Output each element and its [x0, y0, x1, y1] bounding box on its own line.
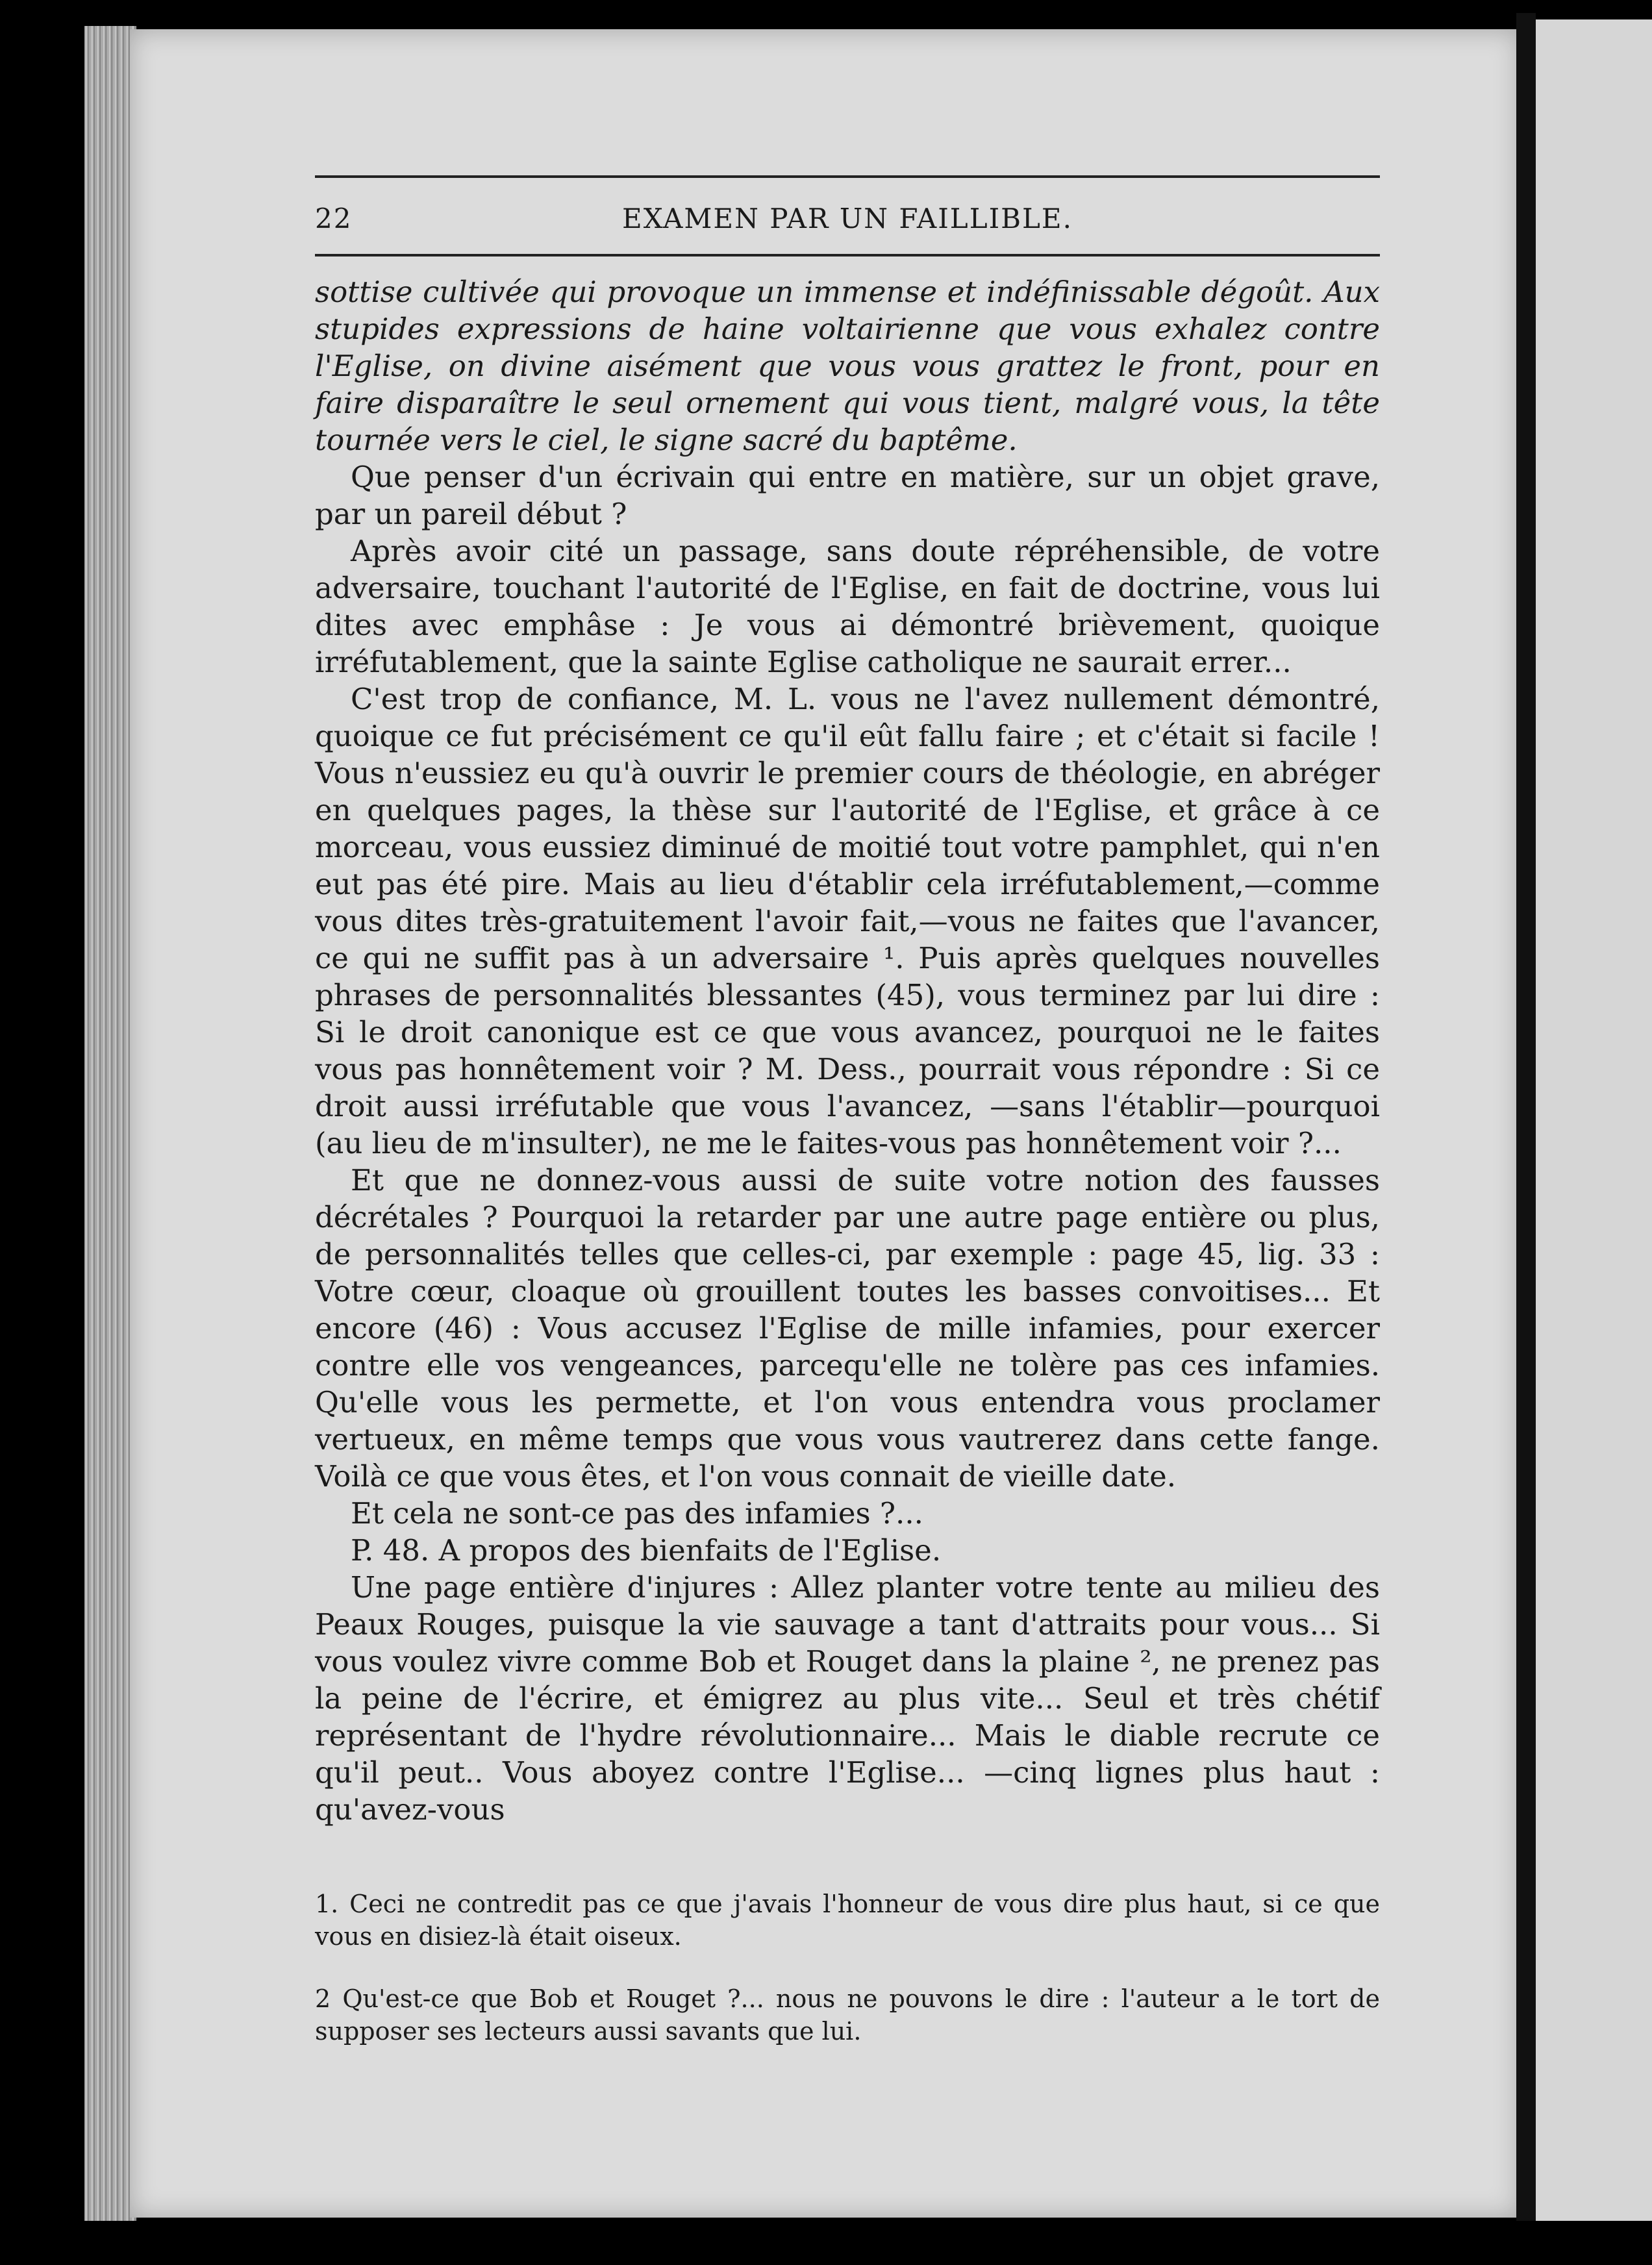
page-number: 22	[315, 203, 353, 234]
gutter-shadow	[1516, 13, 1536, 2221]
paragraph: Une page entière d'injures : Allez planter votre tente au milieu des Peaux Rouges, puisque la vie sauvage a tant d'attraits pour vous... Si vous voulez vivre comme Bob et Rouget dans la plaine ², ne prenez pas la peine de l'écrire, et émigrez au plus vite... Seul et très chétif représentant de l'hydre révolutionnaire... Mais le diable recrute ce qu'il peut.. Vous aboyez contre l'Eglise... —cinq lignes plus haut : qu'avez-vous	[315, 1570, 1380, 1827]
paragraph: sottise cultivée qui provoque un immense et indéfinissable dégoût. Aux stupides expressions de haine voltairienne que vous exhalez contre l'Eglise, on divine aisément que vous vous grattez le front, pour en faire disparaître le seul ornement qui vous tient, malgré vous, la tête tournée vers le ciel, le signe sacré du baptême.	[315, 275, 1380, 457]
book-edge	[84, 26, 136, 2221]
footnote: 1. Ceci ne contredit pas ce que j'avais l'honneur de vous dire plus haut, si ce que vous en disiez-là était oiseux.	[315, 1890, 1380, 1951]
next-page-edge	[1536, 19, 1652, 2221]
paragraph: C'est trop de confiance, M. L. vous ne l'avez nullement démontré, quoique ce fut précisément ce qu'il eût fallu faire ; et c'était si facile ! Vous n'eussiez eu qu'à ouvrir le premier cours de théologie, en abréger en quelques pages, la thèse sur l'autorité de l'Eglise, et grâce à ce morceau, vous eussiez diminué de moitié tout votre pamphlet, qui n'en eut pas été pire. Mais au lieu d'établir cela irréfutablement,—comme vous dites très-gratuitement l'avoir fait,—vous ne faites que l'avancer, ce qui ne suffit pas à un adversaire ¹. Puis après quelques nouvelles phrases de personnalités blessantes (45), vous terminez par lui dire : Si le droit canonique est ce que vous avancez, pourquoi ne le faites vous pas honnêtement voir ? M. Dess., pourrait vous répondre : Si ce droit aussi irréfutable que vous l'avancez, —sans l'établir—pourquoi (au lieu de m'insulter), ne me le faites-vous pas honnêtement voir ?...	[315, 682, 1380, 1160]
paragraph: Après avoir cité un passage, sans doute répréhensible, de votre adversaire, touchant l'autorité de l'Eglise, en fait de doctrine, vous lui dites avec emphâse : Je vous ai démontré brièvement, quoique irréfutablement, que la sainte Eglise catholique ne saurait errer...	[315, 534, 1380, 679]
header-rule-bottom	[315, 254, 1380, 257]
paragraph: P. 48. A propos des bienfaits de l'Eglise.	[351, 1533, 942, 1568]
footnote: 2 Qu'est-ce que Bob et Rouget ?... nous ne pouvons le dire : l'auteur a le tort de supposer ses lecteurs aussi savants que lui.	[315, 1984, 1380, 2046]
footnotes	[315, 1888, 1380, 2047]
paragraph: Que penser d'un écrivain qui entre en matière, sur un objet grave, par un pareil début ?	[315, 460, 1380, 531]
page-content	[315, 175, 1380, 2077]
paragraph: Et que ne donnez-vous aussi de suite votre notion des fausses décrétales ? Pourquoi la retarder par une autre page entière ou plus, de personnalités telles que celles-ci, par exemple : page 45, lig. 33 : Votre cœur, cloaque où grouillent toutes les basses convoitises... Et encore (46) : Vous accusez l'Eglise de mille infamies, pour exercer contre elle vos vengeances, parcequ'elle ne tolère pas ces infamies. Qu'elle vous les permette, et l'on vous entendra vous proclamer vertueux, en même temps que vous vous vautrerez dans cette fange. Voilà ce que vous êtes, et l'on vous connait de vieille date.	[315, 1163, 1380, 1494]
running-header	[315, 178, 1380, 254]
body-text	[315, 273, 1380, 1828]
paragraph: Et cela ne sont-ce pas des infamies ?...	[351, 1496, 923, 1531]
running-title: EXAMEN PAR UN FAILLIBLE.	[622, 203, 1073, 234]
